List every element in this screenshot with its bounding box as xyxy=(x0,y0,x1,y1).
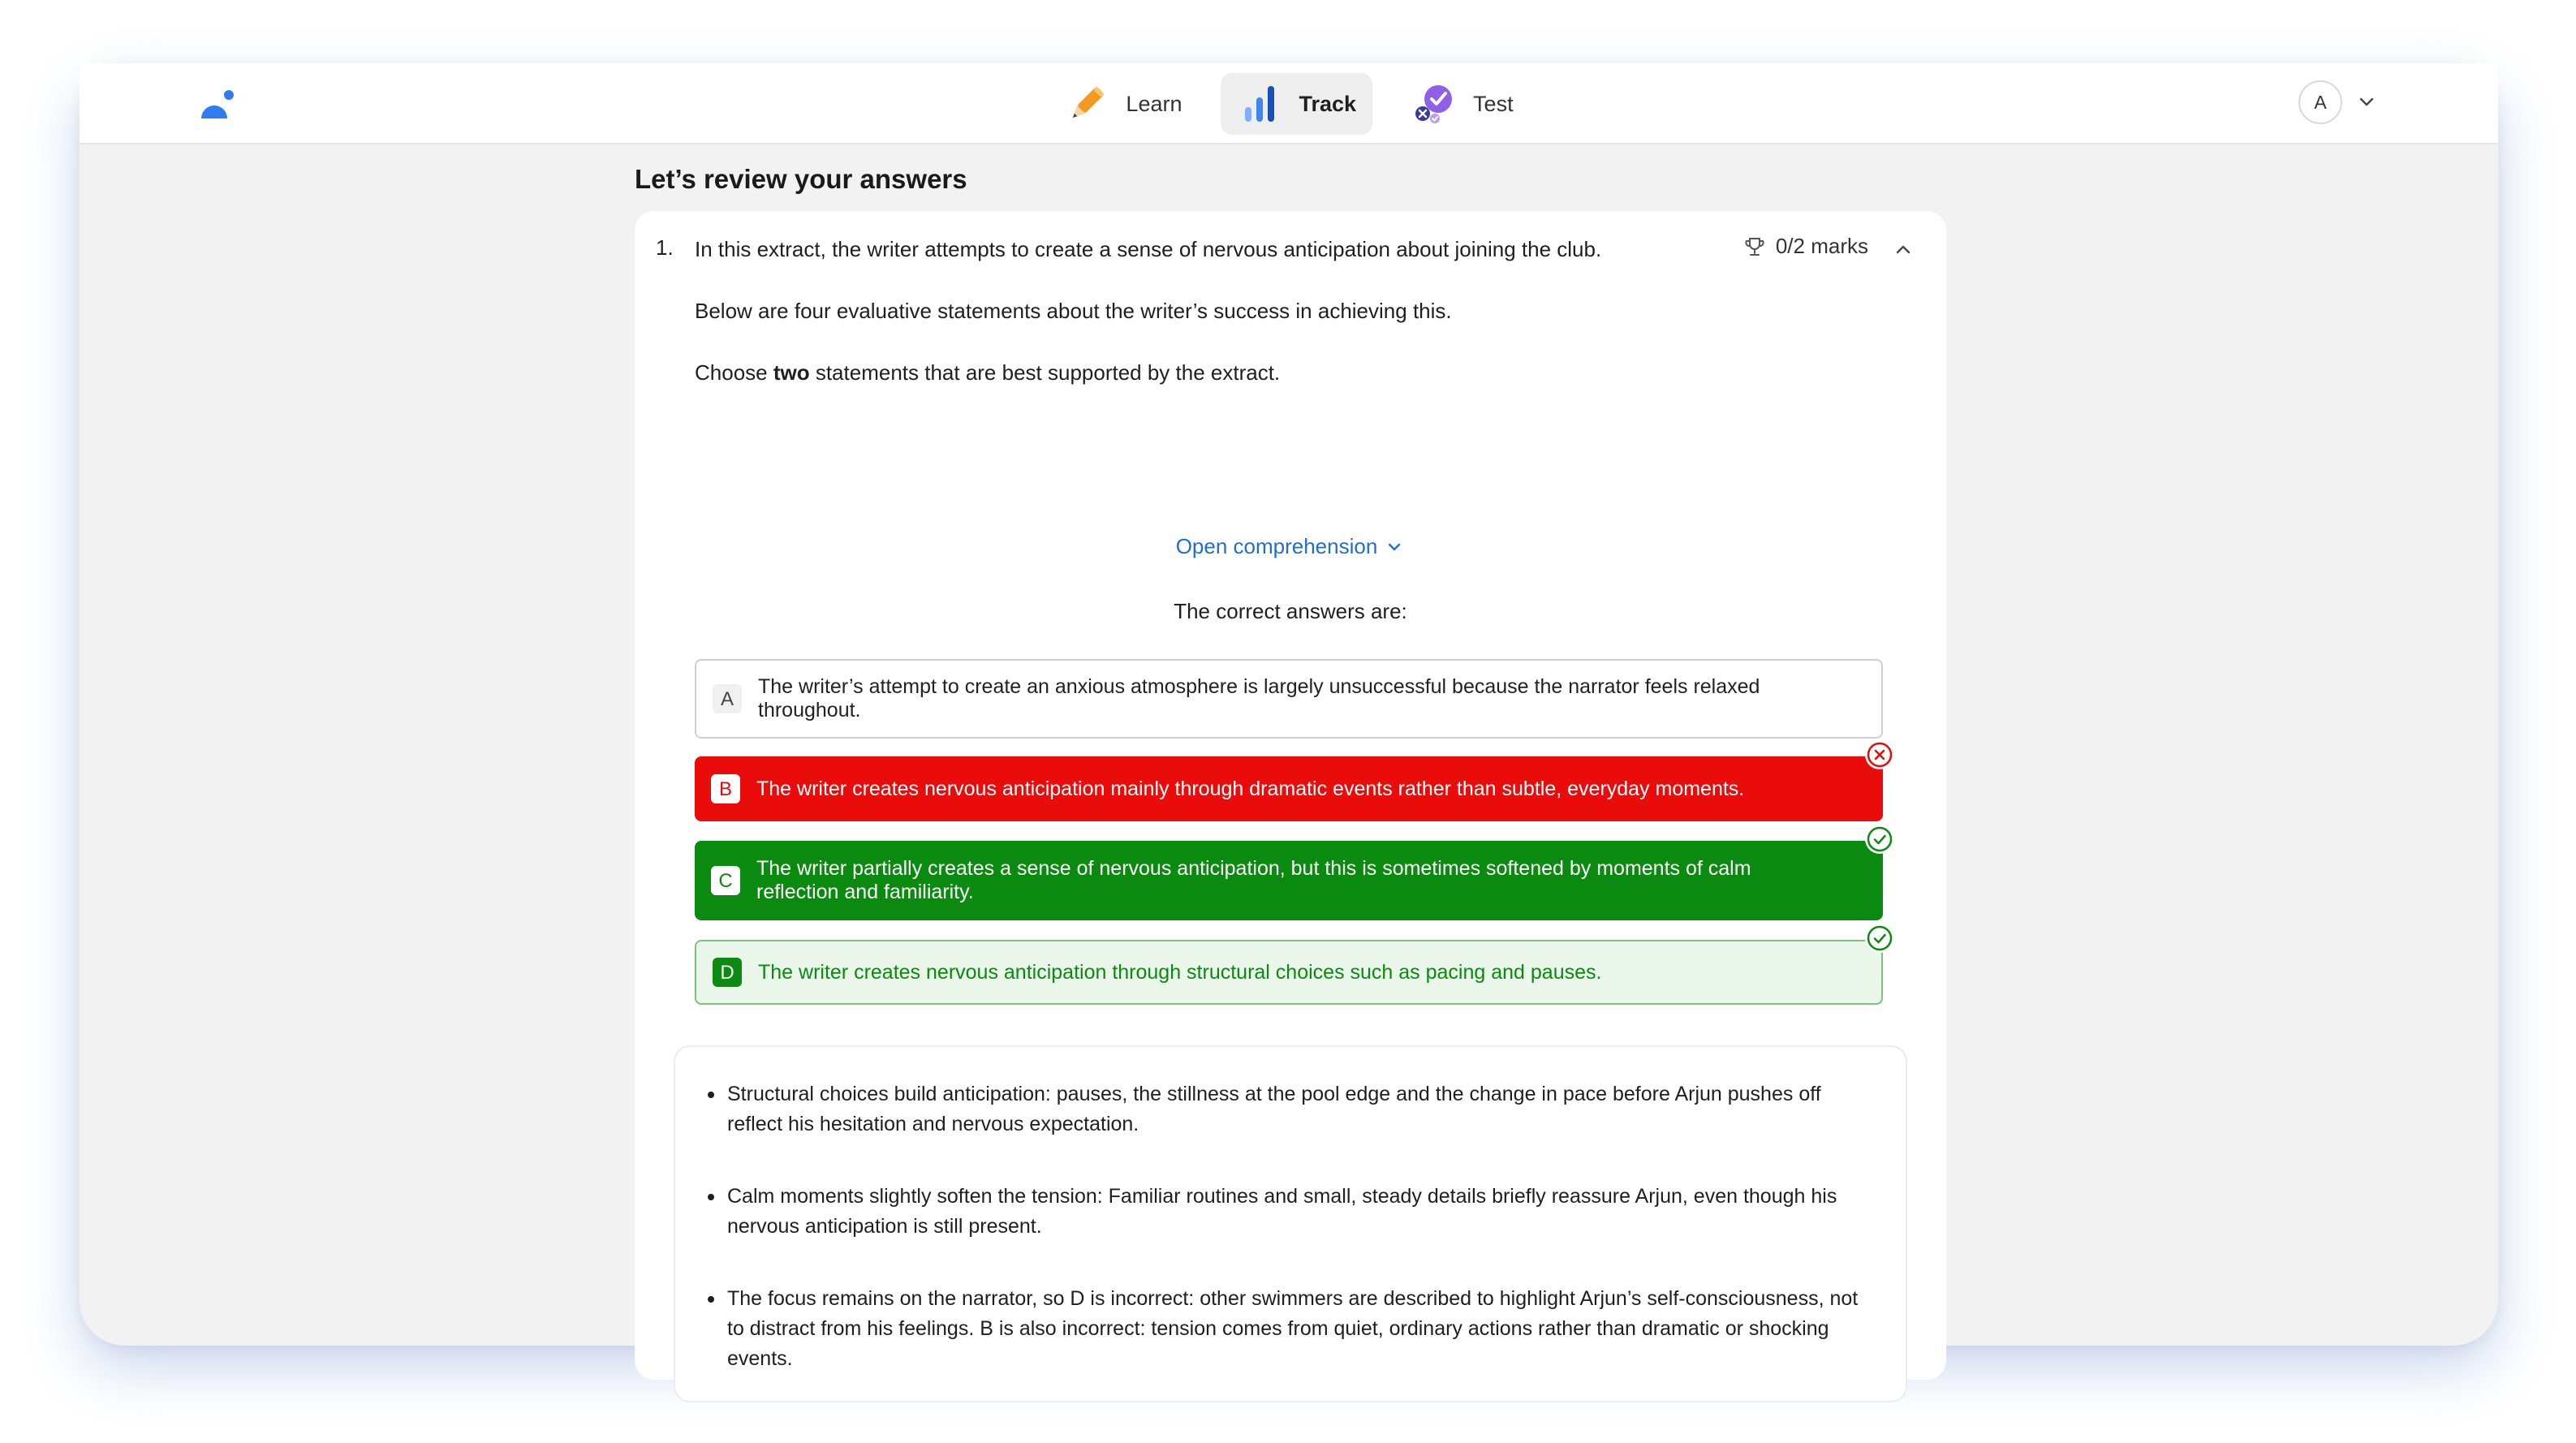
option-letter: B xyxy=(711,774,740,803)
option-d[interactable] xyxy=(695,940,1883,1005)
open-comprehension-label: Open comprehension xyxy=(1175,534,1378,558)
explanation-list xyxy=(706,1079,1859,1416)
question-choose xyxy=(695,359,1280,386)
nav-track-label: Track xyxy=(1299,91,1357,116)
question-card xyxy=(635,211,1946,1380)
trophy-icon xyxy=(1743,235,1766,258)
bar-chart-icon xyxy=(1237,81,1282,127)
correct-icon xyxy=(1865,825,1894,854)
nav-test-label: Test xyxy=(1473,91,1514,116)
chevron-down-icon[interactable] xyxy=(2355,91,2378,114)
option-c[interactable] xyxy=(695,841,1883,920)
nav-learn-label: Learn xyxy=(1126,91,1182,116)
correct-answers-label: The correct answers are: xyxy=(1174,599,1407,623)
chevron-down-icon xyxy=(1384,536,1405,558)
question-instruction: Below are four evaluative statements about the writer’s success in achieving this. xyxy=(695,299,1452,323)
option-text: The writer creates nervous anticipation mainly through dramatic events rather than subtle, everyday moments. xyxy=(756,777,1745,800)
option-letter: A xyxy=(713,684,742,713)
marks-indicator xyxy=(1743,234,1868,259)
open-comprehension-link[interactable] xyxy=(635,534,1946,559)
main-nav xyxy=(80,73,2498,135)
nav-test[interactable] xyxy=(1395,73,1530,135)
option-a[interactable] xyxy=(695,659,1883,739)
explanation-panel xyxy=(674,1045,1907,1402)
marks-text: 0/2 marks xyxy=(1775,234,1868,258)
option-text: The writer creates nervous anticipation through structural choices such as pacing and pauses. xyxy=(758,960,1602,984)
test-check-icon xyxy=(1411,81,1457,127)
choose-bold: two xyxy=(773,360,810,385)
account-menu[interactable] xyxy=(2298,80,2378,124)
top-bar xyxy=(80,63,2498,144)
app-window xyxy=(80,63,2498,1370)
option-b[interactable] xyxy=(695,756,1883,821)
nav-track[interactable] xyxy=(1221,73,1372,135)
pencil-icon xyxy=(1064,81,1109,127)
avatar[interactable]: A xyxy=(2298,80,2342,124)
choose-suffix: statements that are best supported by the extract. xyxy=(809,360,1281,385)
explanation-item: Structural choices build anticipation: pauses, the stillness at the pool edge and the change in pace before Arjun pushes off reflect his hesitation and nervous expectation. xyxy=(706,1079,1859,1139)
incorrect-icon xyxy=(1865,740,1894,769)
option-letter: C xyxy=(711,866,740,895)
option-text: The writer partially creates a sense of nervous anticipation, but this is sometimes softened by moments of calm reflection and familiarity. xyxy=(756,857,1751,903)
explanation-item: The focus remains on the narrator, so D is incorrect: other swimmers are described to highlight Arjun’s self-consciousness, not to distract from his feelings. B is also incorrect: tension comes from quiet, ordinary actions rather than dramatic or shocking events. xyxy=(706,1284,1859,1374)
explanation-item: Calm moments slightly soften the tension: Familiar routines and small, steady details briefly reassure Arjun, even though his nervous anticipation is still present. xyxy=(706,1182,1859,1242)
nav-learn[interactable] xyxy=(1048,73,1198,135)
option-letter: D xyxy=(713,958,742,987)
option-text: The writer’s attempt to create an anxious atmosphere is largely unsuccessful because the narrator feels relaxed throughout. xyxy=(758,675,1760,722)
chevron-up-icon[interactable] xyxy=(1891,237,1915,261)
question-number: 1. xyxy=(656,235,674,260)
choose-prefix: Choose xyxy=(695,360,773,385)
question-text: In this extract, the writer attempts to create a sense of nervous anticipation about joining the club. xyxy=(695,237,1602,261)
page-title: Let’s review your answers xyxy=(635,164,967,194)
correct-icon xyxy=(1865,924,1894,953)
